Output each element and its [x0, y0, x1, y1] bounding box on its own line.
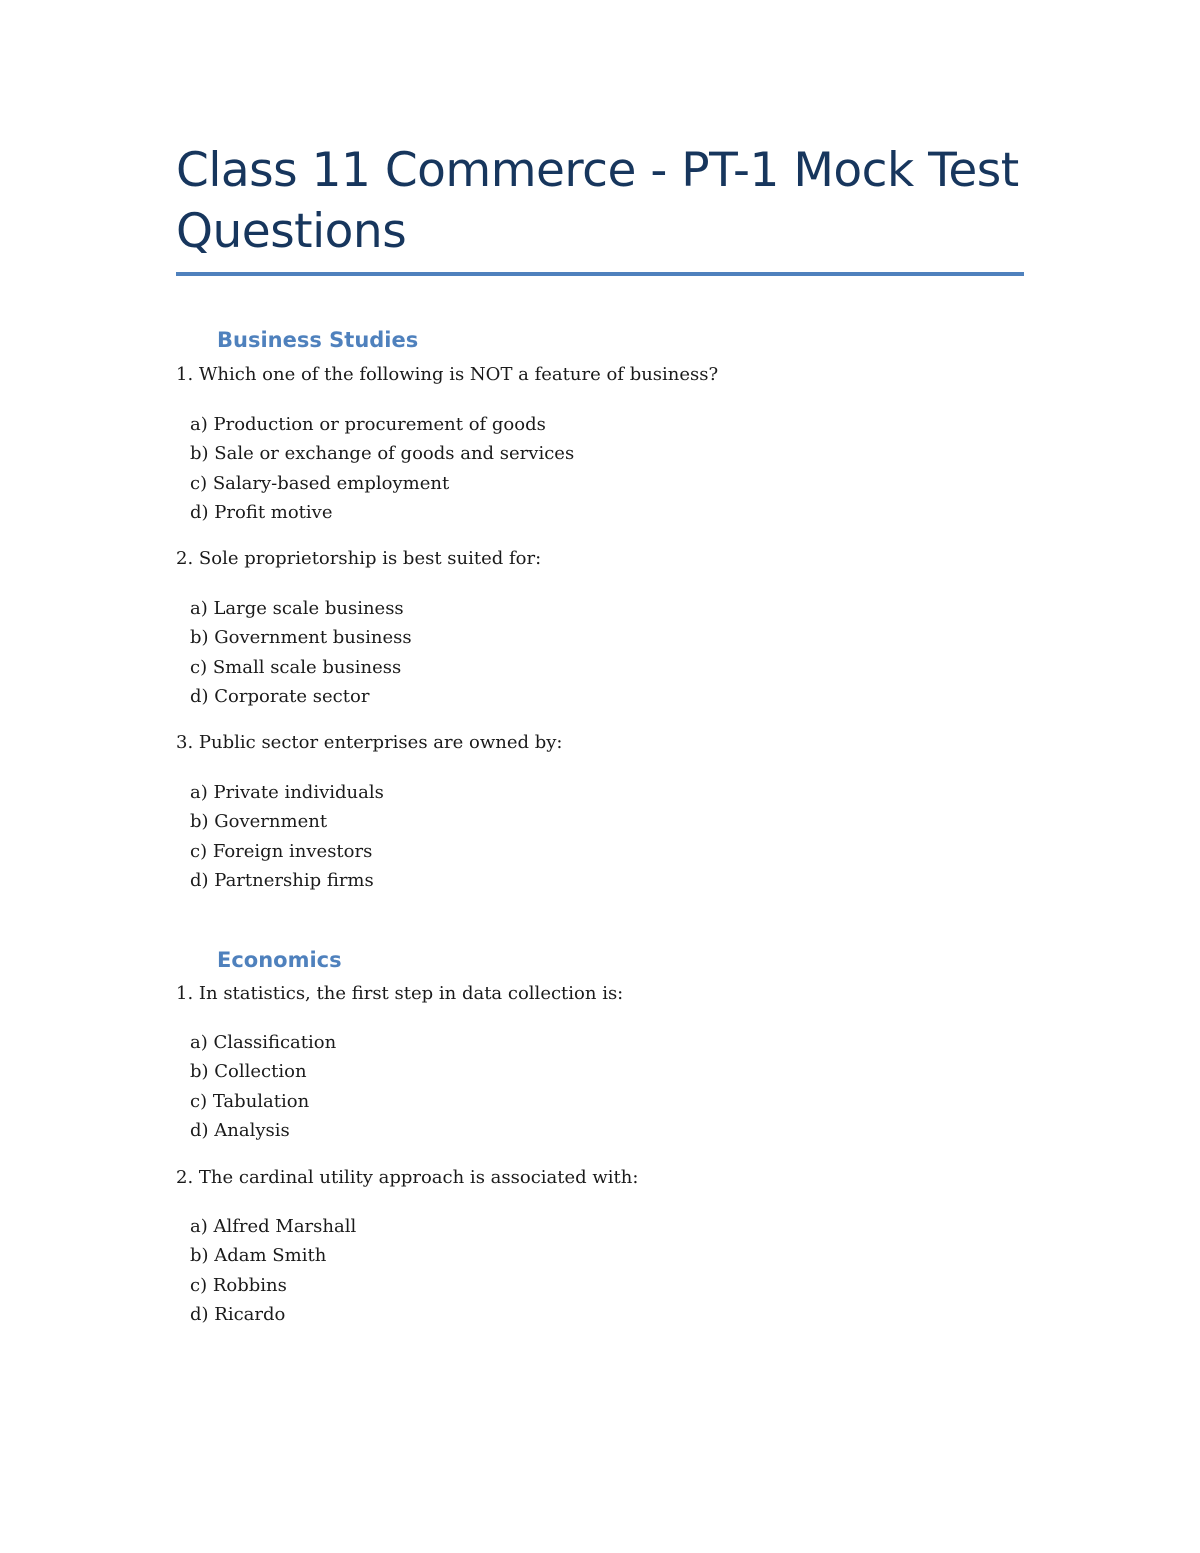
option-list	[190, 1028, 336, 1145]
option-item: c) Robbins	[190, 1274, 287, 1296]
option-list	[190, 410, 574, 527]
document-title: Class 11 Commerce - PT-1 Mock Test Questions	[176, 143, 1019, 259]
title-underline	[176, 272, 1024, 276]
option-item: c) Salary-based employment	[190, 472, 450, 494]
option-item: a) Private individuals	[190, 782, 384, 803]
option-item: d) Ricardo	[190, 1303, 286, 1325]
option-item: b) Sale or exchange of goods and services	[190, 443, 575, 465]
option-list	[190, 778, 384, 895]
section-heading-economics: Economics	[217, 948, 342, 972]
option-item: a) Large scale business	[190, 598, 404, 619]
question-text: 2. The cardinal utility approach is associated with:	[176, 1167, 639, 1188]
option-item: d) Profit motive	[190, 501, 333, 523]
question-text: 1. Which one of the following is NOT a feature of business?	[176, 364, 719, 385]
option-item: b) Collection	[190, 1061, 307, 1083]
option-item: a) Alfred Marshall	[190, 1216, 357, 1237]
option-item: b) Government business	[190, 627, 412, 649]
question-text: 2. Sole proprietorship is best suited for:	[176, 548, 542, 569]
option-item: c) Tabulation	[190, 1090, 310, 1112]
question-text: 1. In statistics, the first step in data collection is:	[176, 983, 624, 1004]
option-item: c) Small scale business	[190, 656, 402, 678]
option-list	[190, 1212, 356, 1329]
option-list	[190, 594, 412, 711]
option-item: a) Classification	[190, 1032, 337, 1053]
option-item: d) Analysis	[190, 1119, 290, 1141]
option-item: d) Partnership firms	[190, 869, 374, 891]
option-item: b) Government	[190, 811, 328, 833]
option-item: c) Foreign investors	[190, 840, 373, 862]
option-item: a) Production or procurement of goods	[190, 414, 546, 435]
option-item: b) Adam Smith	[190, 1245, 327, 1267]
section-heading-business-studies: Business Studies	[217, 328, 419, 352]
option-item: d) Corporate sector	[190, 685, 370, 707]
question-text: 3. Public sector enterprises are owned by:	[176, 732, 563, 753]
